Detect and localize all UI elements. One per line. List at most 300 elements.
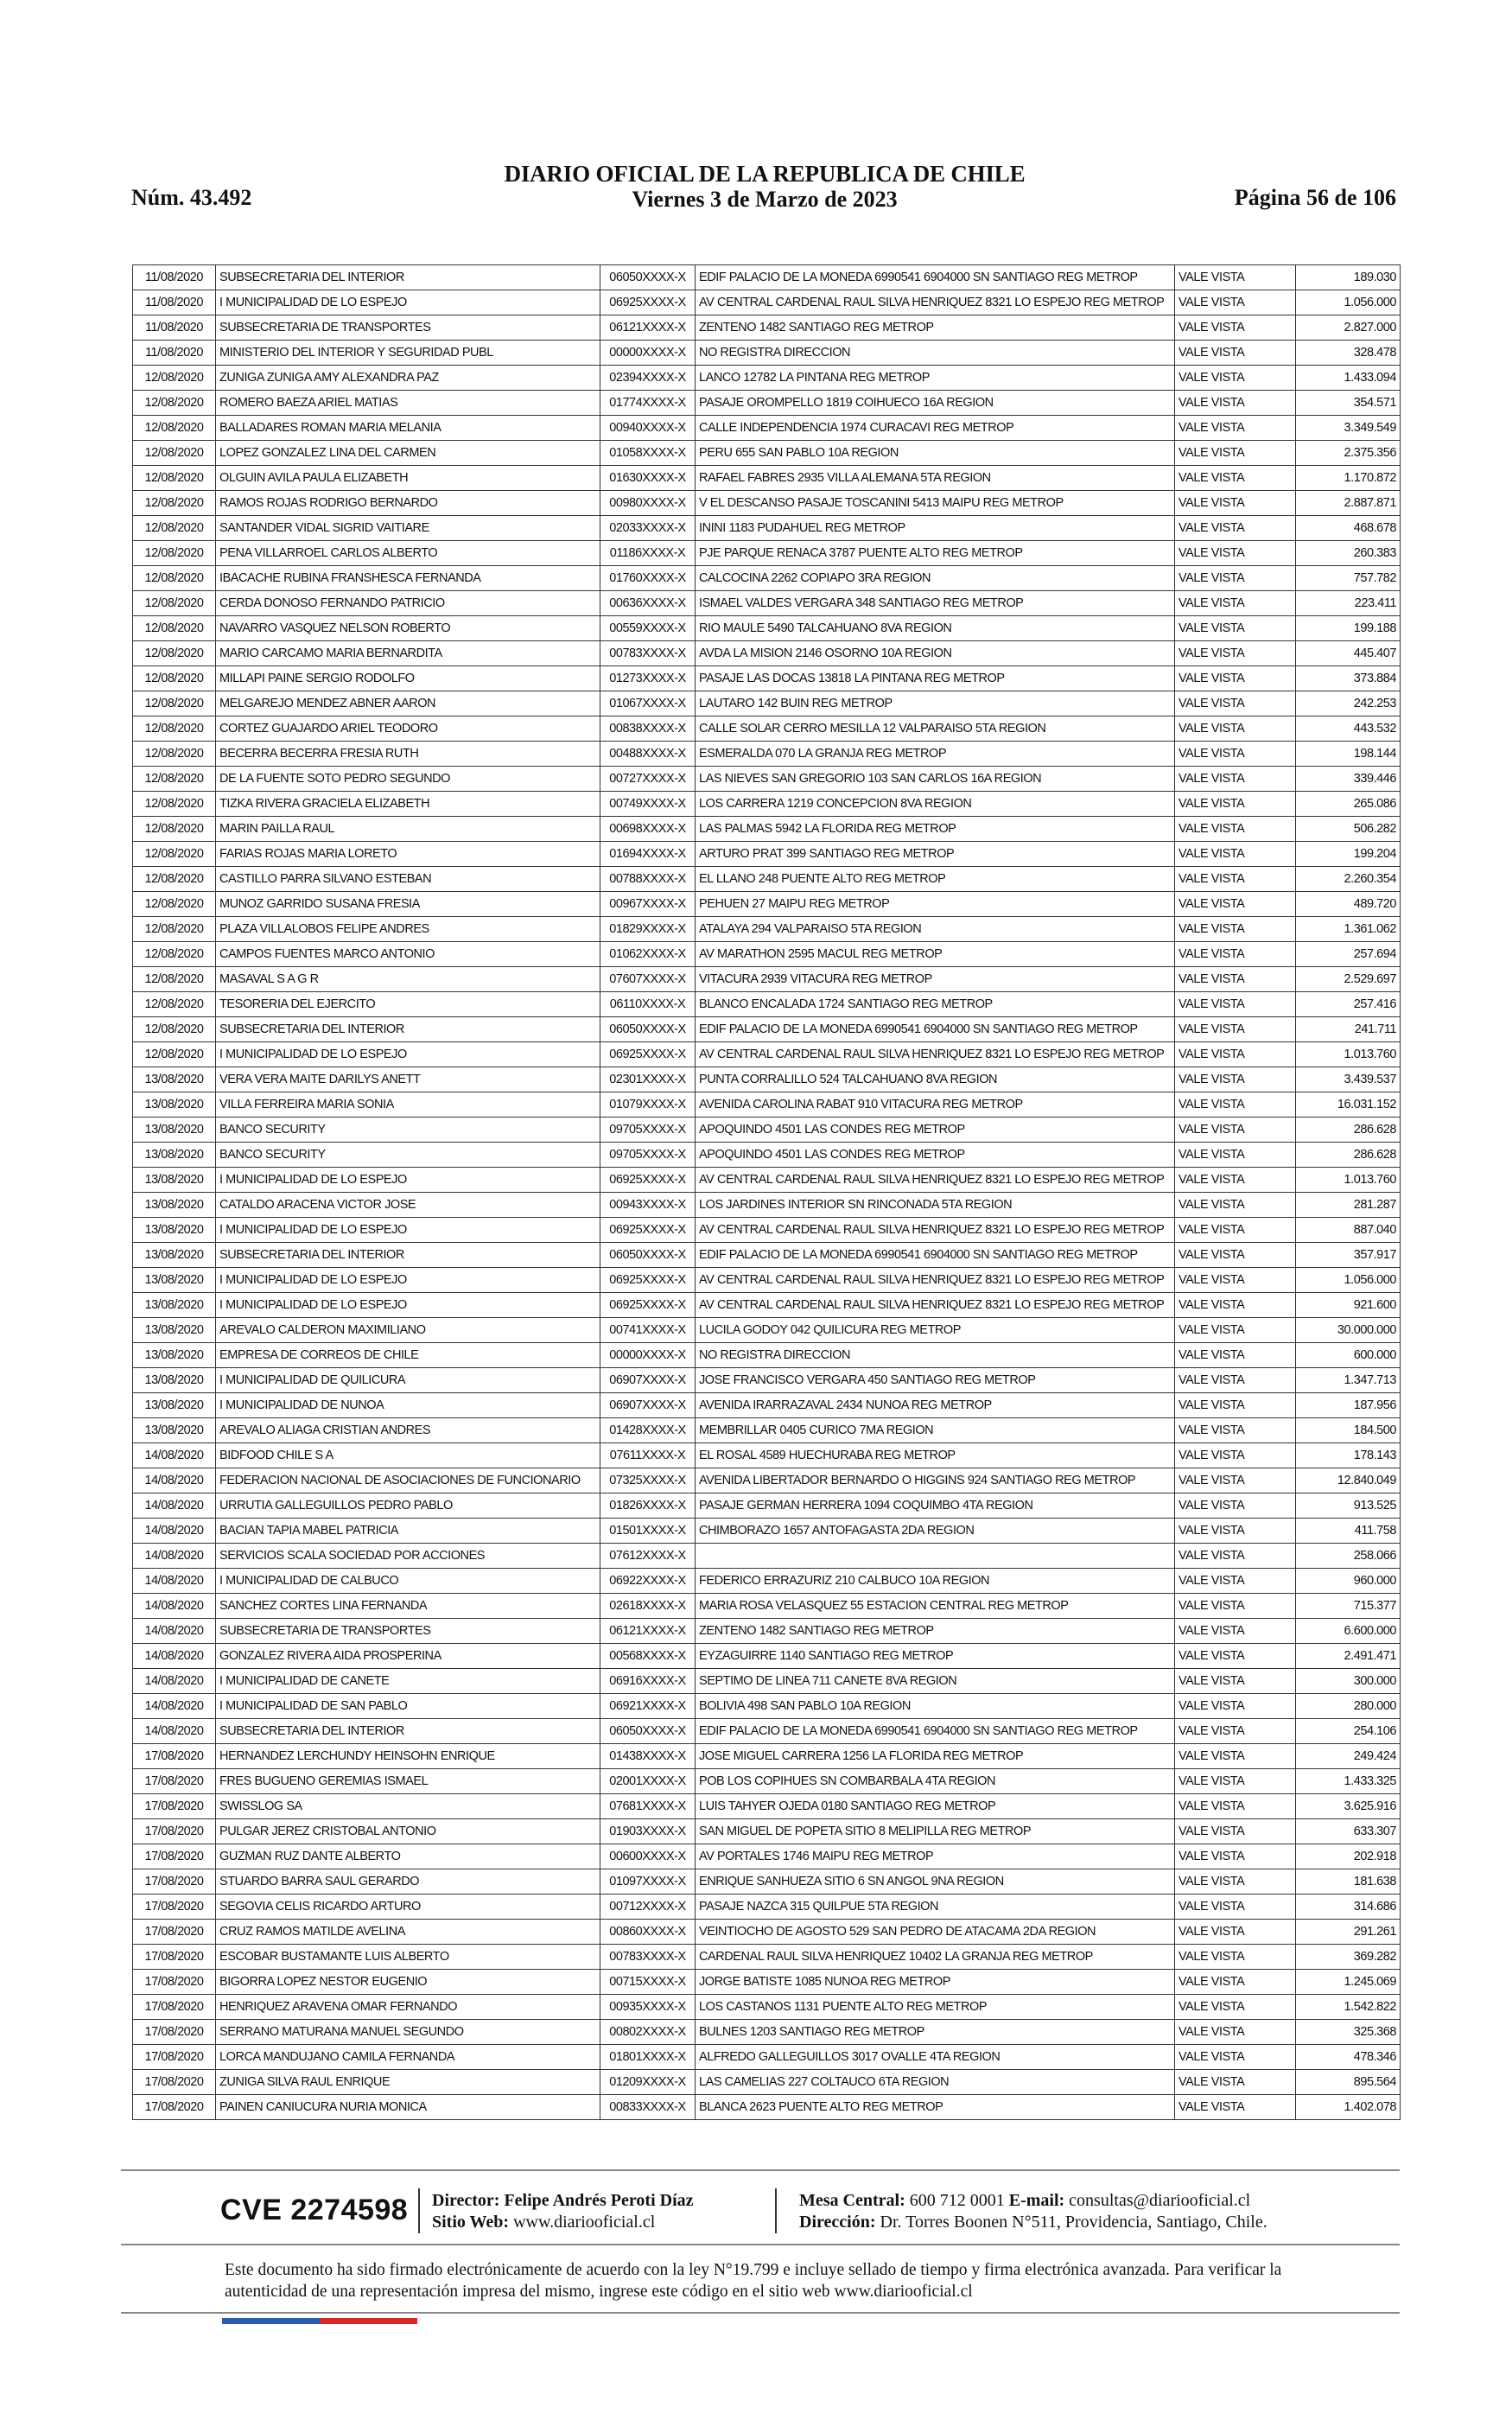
- row-rut: 00000XXXX-X: [600, 1343, 696, 1368]
- row-date: 14/08/2020: [133, 1544, 216, 1569]
- row-beneficiary: I MUNICIPALIDAD DE LO ESPEJO: [216, 290, 600, 315]
- row-address: LUCILA GODOY 042 QUILICURA REG METROP: [696, 1318, 1175, 1343]
- row-rut: 00000XXXX-X: [600, 341, 696, 366]
- row-date: 11/08/2020: [133, 315, 216, 341]
- row-payment-type: VALE VISTA: [1175, 491, 1296, 516]
- row-date: 12/08/2020: [133, 441, 216, 466]
- table-row: [133, 466, 1401, 491]
- row-amount: 478.346: [1296, 2045, 1401, 2070]
- row-amount: 178.143: [1296, 1443, 1401, 1468]
- table-row: [133, 867, 1401, 892]
- table-row: [133, 1694, 1401, 1719]
- row-payment-type: VALE VISTA: [1175, 992, 1296, 1017]
- flag-red-stripe: [319, 2318, 417, 2324]
- row-payment-type: VALE VISTA: [1175, 792, 1296, 817]
- row-payment-type: VALE VISTA: [1175, 341, 1296, 366]
- row-beneficiary: I MUNICIPALIDAD DE LO ESPEJO: [216, 1042, 600, 1067]
- row-amount: 468.678: [1296, 516, 1401, 541]
- row-address: POB LOS COPIHUES SN COMBARBALA 4TA REGION: [696, 1769, 1175, 1794]
- row-amount: 960.000: [1296, 1569, 1401, 1594]
- table-row: [133, 391, 1401, 416]
- row-payment-type: VALE VISTA: [1175, 1118, 1296, 1143]
- row-beneficiary: BIDFOOD CHILE S A: [216, 1443, 600, 1468]
- row-beneficiary: TESORERIA DEL EJERCITO: [216, 992, 600, 1017]
- row-amount: 1.433.094: [1296, 366, 1401, 391]
- table-row: [133, 366, 1401, 391]
- row-rut: 00802XXXX-X: [600, 2020, 696, 2045]
- row-payment-type: VALE VISTA: [1175, 767, 1296, 792]
- row-rut: 00488XXXX-X: [600, 742, 696, 767]
- row-payment-type: VALE VISTA: [1175, 1669, 1296, 1694]
- row-date: 17/08/2020: [133, 2045, 216, 2070]
- row-date: 12/08/2020: [133, 491, 216, 516]
- table-row: [133, 1193, 1401, 1218]
- table-row: [133, 1393, 1401, 1418]
- row-date: 12/08/2020: [133, 416, 216, 441]
- row-amount: 184.500: [1296, 1418, 1401, 1443]
- row-amount: 291.261: [1296, 1920, 1401, 1945]
- row-amount: 2.887.871: [1296, 491, 1401, 516]
- payments-table: [132, 264, 1401, 2120]
- row-rut: 01630XXXX-X: [600, 466, 696, 491]
- row-payment-type: VALE VISTA: [1175, 1318, 1296, 1343]
- row-address: CHIMBORAZO 1657 ANTOFAGASTA 2DA REGION: [696, 1519, 1175, 1544]
- row-rut: 07611XXXX-X: [600, 1443, 696, 1468]
- row-payment-type: VALE VISTA: [1175, 1519, 1296, 1544]
- row-beneficiary: VILLA FERREIRA MARIA SONIA: [216, 1092, 600, 1118]
- table-row: [133, 1794, 1401, 1819]
- row-beneficiary: PAINEN CANIUCURA NURIA MONICA: [216, 2095, 600, 2120]
- table-row: [133, 1268, 1401, 1293]
- row-address: LOS CASTANOS 1131 PUENTE ALTO REG METROP: [696, 1995, 1175, 2020]
- row-address: SAN MIGUEL DE POPETA SITIO 8 MELIPILLA REG METROP: [696, 1819, 1175, 1844]
- row-beneficiary: I MUNICIPALIDAD DE LO ESPEJO: [216, 1218, 600, 1243]
- row-payment-type: VALE VISTA: [1175, 1042, 1296, 1067]
- row-payment-type: VALE VISTA: [1175, 1844, 1296, 1869]
- table-row: [133, 842, 1401, 867]
- row-rut: 06925XXXX-X: [600, 1042, 696, 1067]
- table-row: [133, 315, 1401, 341]
- row-payment-type: VALE VISTA: [1175, 1619, 1296, 1644]
- row-beneficiary: ROMERO BAEZA ARIEL MATIAS: [216, 391, 600, 416]
- table-row: [133, 265, 1401, 290]
- row-address: RAFAEL FABRES 2935 VILLA ALEMANA 5TA REGION: [696, 466, 1175, 491]
- row-amount: 2.827.000: [1296, 315, 1401, 341]
- table-row: [133, 1644, 1401, 1669]
- row-payment-type: VALE VISTA: [1175, 867, 1296, 892]
- table-row: [133, 992, 1401, 1017]
- row-address: PUNTA CORRALILLO 524 TALCAHUANO 8VA REGION: [696, 1067, 1175, 1092]
- row-date: 11/08/2020: [133, 265, 216, 290]
- masthead: [130, 161, 1400, 213]
- row-date: 17/08/2020: [133, 2070, 216, 2095]
- row-amount: 757.782: [1296, 566, 1401, 591]
- row-beneficiary: SEGOVIA CELIS RICARDO ARTURO: [216, 1895, 600, 1920]
- table-row: [133, 1092, 1401, 1118]
- row-payment-type: VALE VISTA: [1175, 1268, 1296, 1293]
- row-rut: 00749XXXX-X: [600, 792, 696, 817]
- table-row: [133, 1042, 1401, 1067]
- row-payment-type: VALE VISTA: [1175, 466, 1296, 491]
- row-beneficiary: MINISTERIO DEL INTERIOR Y SEGURIDAD PUBL: [216, 341, 600, 366]
- row-payment-type: VALE VISTA: [1175, 967, 1296, 992]
- page-number: Página 56 de 106: [1234, 185, 1396, 210]
- row-beneficiary: ZUNIGA ZUNIGA AMY ALEXANDRA PAZ: [216, 366, 600, 391]
- row-date: 12/08/2020: [133, 366, 216, 391]
- row-date: 12/08/2020: [133, 466, 216, 491]
- row-rut: 01694XXXX-X: [600, 842, 696, 867]
- table-row: [133, 742, 1401, 767]
- table-row: [133, 1468, 1401, 1493]
- row-beneficiary: CERDA DONOSO FERNANDO PATRICIO: [216, 591, 600, 616]
- row-amount: 265.086: [1296, 792, 1401, 817]
- row-amount: 357.917: [1296, 1243, 1401, 1268]
- row-beneficiary: OLGUIN AVILA PAULA ELIZABETH: [216, 466, 600, 491]
- masthead-title: DIARIO OFICIAL DE LA REPUBLICA DE CHILE: [504, 161, 1026, 187]
- row-beneficiary: I MUNICIPALIDAD DE CANETE: [216, 1669, 600, 1694]
- row-address: MEMBRILLAR 0405 CURICO 7MA REGION: [696, 1418, 1175, 1443]
- row-payment-type: VALE VISTA: [1175, 2095, 1296, 2120]
- row-address: ENRIQUE SANHUEZA SITIO 6 SN ANGOL 9NA REGION: [696, 1869, 1175, 1895]
- row-rut: 07681XXXX-X: [600, 1794, 696, 1819]
- row-date: 13/08/2020: [133, 1193, 216, 1218]
- row-beneficiary: BANCO SECURITY: [216, 1143, 600, 1168]
- row-rut: 02618XXXX-X: [600, 1594, 696, 1619]
- row-rut: 00712XXXX-X: [600, 1895, 696, 1920]
- table-row: [133, 1343, 1401, 1368]
- row-rut: 00698XXXX-X: [600, 817, 696, 842]
- row-amount: 314.686: [1296, 1895, 1401, 1920]
- row-rut: 01826XXXX-X: [600, 1493, 696, 1519]
- row-rut: 02301XXXX-X: [600, 1067, 696, 1092]
- table-row: [133, 290, 1401, 315]
- row-address: CALLE INDEPENDENCIA 1974 CURACAVI REG METROP: [696, 416, 1175, 441]
- row-payment-type: VALE VISTA: [1175, 616, 1296, 641]
- row-date: 12/08/2020: [133, 516, 216, 541]
- row-address: VEINTIOCHO DE AGOSTO 529 SAN PEDRO DE ATACAMA 2DA REGION: [696, 1920, 1175, 1945]
- row-payment-type: VALE VISTA: [1175, 1719, 1296, 1744]
- row-payment-type: VALE VISTA: [1175, 1493, 1296, 1519]
- row-amount: 16.031.152: [1296, 1092, 1401, 1118]
- row-amount: 913.525: [1296, 1493, 1401, 1519]
- flag-blue-stripe: [222, 2318, 319, 2324]
- row-rut: 01186XXXX-X: [600, 541, 696, 566]
- row-address: PASAJE NAZCA 315 QUILPUE 5TA REGION: [696, 1895, 1175, 1920]
- row-date: 14/08/2020: [133, 1619, 216, 1644]
- row-beneficiary: I MUNICIPALIDAD DE CALBUCO: [216, 1569, 600, 1594]
- row-date: 14/08/2020: [133, 1694, 216, 1719]
- email-link[interactable]: consultas@diariooficial.cl: [1069, 2191, 1251, 2210]
- row-amount: 325.368: [1296, 2020, 1401, 2045]
- row-amount: 199.188: [1296, 616, 1401, 641]
- row-amount: 30.000.000: [1296, 1318, 1401, 1343]
- payments-table-body: [133, 265, 1401, 2120]
- row-beneficiary: SERRANO MATURANA MANUEL SEGUNDO: [216, 2020, 600, 2045]
- table-row: [133, 1017, 1401, 1042]
- row-payment-type: VALE VISTA: [1175, 441, 1296, 466]
- row-payment-type: VALE VISTA: [1175, 1468, 1296, 1493]
- row-date: 14/08/2020: [133, 1468, 216, 1493]
- row-rut: 06922XXXX-X: [600, 1569, 696, 1594]
- row-beneficiary: BALLADARES ROMAN MARIA MELANIA: [216, 416, 600, 441]
- row-beneficiary: SERVICIOS SCALA SOCIEDAD POR ACCIONES: [216, 1544, 600, 1569]
- row-rut: 01903XXXX-X: [600, 1819, 696, 1844]
- row-payment-type: VALE VISTA: [1175, 1418, 1296, 1443]
- address-label: Dirección:: [799, 2213, 876, 2232]
- row-date: 12/08/2020: [133, 817, 216, 842]
- row-rut: 00741XXXX-X: [600, 1318, 696, 1343]
- row-date: 12/08/2020: [133, 391, 216, 416]
- row-amount: 1.402.078: [1296, 2095, 1401, 2120]
- row-date: 14/08/2020: [133, 1443, 216, 1468]
- row-rut: 09705XXXX-X: [600, 1118, 696, 1143]
- row-address: MARIA ROSA VELASQUEZ 55 ESTACION CENTRAL REG METROP: [696, 1594, 1175, 1619]
- row-address: AV CENTRAL CARDENAL RAUL SILVA HENRIQUEZ 8321 LO ESPEJO REG METROP: [696, 1042, 1175, 1067]
- row-rut: 00935XXXX-X: [600, 1995, 696, 2020]
- row-amount: 181.638: [1296, 1869, 1401, 1895]
- row-payment-type: VALE VISTA: [1175, 391, 1296, 416]
- row-payment-type: VALE VISTA: [1175, 1769, 1296, 1794]
- table-row: [133, 942, 1401, 967]
- row-payment-type: VALE VISTA: [1175, 1920, 1296, 1945]
- table-row: [133, 1443, 1401, 1468]
- row-payment-type: VALE VISTA: [1175, 942, 1296, 967]
- row-rut: 06925XXXX-X: [600, 1218, 696, 1243]
- footer-top-rule: [121, 2169, 1400, 2171]
- table-row: [133, 2070, 1401, 2095]
- row-address: PERU 655 SAN PABLO 10A REGION: [696, 441, 1175, 466]
- row-payment-type: VALE VISTA: [1175, 1368, 1296, 1393]
- row-address: ARTURO PRAT 399 SANTIAGO REG METROP: [696, 842, 1175, 867]
- row-beneficiary: HENRIQUEZ ARAVENA OMAR FERNANDO: [216, 1995, 600, 2020]
- table-row: [133, 1619, 1401, 1644]
- row-beneficiary: FRES BUGUENO GEREMIAS ISMAEL: [216, 1769, 600, 1794]
- row-rut: 01760XXXX-X: [600, 566, 696, 591]
- row-date: 17/08/2020: [133, 2095, 216, 2120]
- row-address: AV CENTRAL CARDENAL RAUL SILVA HENRIQUEZ 8321 LO ESPEJO REG METROP: [696, 1293, 1175, 1318]
- table-row: [133, 792, 1401, 817]
- row-amount: 1.056.000: [1296, 290, 1401, 315]
- row-amount: 3.439.537: [1296, 1067, 1401, 1092]
- row-amount: 254.106: [1296, 1719, 1401, 1744]
- row-beneficiary: RAMOS ROJAS RODRIGO BERNARDO: [216, 491, 600, 516]
- table-row: [133, 817, 1401, 842]
- table-row: [133, 1945, 1401, 1970]
- row-payment-type: VALE VISTA: [1175, 817, 1296, 842]
- row-date: 12/08/2020: [133, 767, 216, 792]
- row-rut: 01438XXXX-X: [600, 1744, 696, 1769]
- row-payment-type: VALE VISTA: [1175, 1443, 1296, 1468]
- row-date: 17/08/2020: [133, 1819, 216, 1844]
- row-amount: 257.416: [1296, 992, 1401, 1017]
- row-date: 13/08/2020: [133, 1418, 216, 1443]
- row-payment-type: VALE VISTA: [1175, 1293, 1296, 1318]
- footer-divider: [775, 2188, 777, 2233]
- row-payment-type: VALE VISTA: [1175, 1067, 1296, 1092]
- site-link[interactable]: www.diariooficial.cl: [513, 2213, 656, 2232]
- row-payment-type: VALE VISTA: [1175, 2070, 1296, 2095]
- table-row: [133, 1719, 1401, 1744]
- row-date: 13/08/2020: [133, 1393, 216, 1418]
- row-payment-type: VALE VISTA: [1175, 1744, 1296, 1769]
- row-payment-type: VALE VISTA: [1175, 265, 1296, 290]
- row-date: 17/08/2020: [133, 1794, 216, 1819]
- row-payment-type: VALE VISTA: [1175, 1193, 1296, 1218]
- row-amount: 258.066: [1296, 1544, 1401, 1569]
- row-address: BULNES 1203 SANTIAGO REG METROP: [696, 2020, 1175, 2045]
- row-amount: 241.711: [1296, 1017, 1401, 1042]
- row-address: LOS CARRERA 1219 CONCEPCION 8VA REGION: [696, 792, 1175, 817]
- row-date: 12/08/2020: [133, 541, 216, 566]
- row-payment-type: VALE VISTA: [1175, 917, 1296, 942]
- row-address: ZENTENO 1482 SANTIAGO REG METROP: [696, 1619, 1175, 1644]
- row-beneficiary: SUBSECRETARIA DEL INTERIOR: [216, 1243, 600, 1268]
- row-amount: 1.245.069: [1296, 1970, 1401, 1995]
- table-row: [133, 641, 1401, 666]
- row-payment-type: VALE VISTA: [1175, 366, 1296, 391]
- table-row: [133, 1869, 1401, 1895]
- row-address: EDIF PALACIO DE LA MONEDA 6990541 6904000 SN SANTIAGO REG METROP: [696, 1243, 1175, 1268]
- row-date: 12/08/2020: [133, 792, 216, 817]
- table-row: [133, 1519, 1401, 1544]
- row-address: [696, 1544, 1175, 1569]
- table-row: [133, 666, 1401, 691]
- mesa-label: Mesa Central:: [799, 2191, 905, 2210]
- row-payment-type: VALE VISTA: [1175, 2045, 1296, 2070]
- row-rut: 01829XXXX-X: [600, 917, 696, 942]
- row-beneficiary: SUBSECRETARIA DEL INTERIOR: [216, 1017, 600, 1042]
- row-amount: 286.628: [1296, 1118, 1401, 1143]
- row-date: 12/08/2020: [133, 666, 216, 691]
- table-row: [133, 1168, 1401, 1193]
- cve-code: CVE 2274598: [220, 2194, 409, 2226]
- row-beneficiary: MARIN PAILLA RAUL: [216, 817, 600, 842]
- row-beneficiary: ESCOBAR BUSTAMANTE LUIS ALBERTO: [216, 1945, 600, 1970]
- director-label: Director: Felipe Andrés Peroti Díaz: [432, 2191, 694, 2210]
- row-address: EDIF PALACIO DE LA MONEDA 6990541 6904000 SN SANTIAGO REG METROP: [696, 1719, 1175, 1744]
- table-row: [133, 1418, 1401, 1443]
- row-beneficiary: AREVALO CALDERON MAXIMILIANO: [216, 1318, 600, 1343]
- row-address: EYZAGUIRRE 1140 SANTIAGO REG METROP: [696, 1644, 1175, 1669]
- row-amount: 715.377: [1296, 1594, 1401, 1619]
- row-date: 13/08/2020: [133, 1268, 216, 1293]
- row-beneficiary: GUZMAN RUZ DANTE ALBERTO: [216, 1844, 600, 1869]
- row-address: PASAJE LAS DOCAS 13818 LA PINTANA REG METROP: [696, 666, 1175, 691]
- table-row: [133, 1218, 1401, 1243]
- row-amount: 600.000: [1296, 1343, 1401, 1368]
- row-payment-type: VALE VISTA: [1175, 591, 1296, 616]
- table-row: [133, 1318, 1401, 1343]
- row-rut: 01062XXXX-X: [600, 942, 696, 967]
- row-beneficiary: SUBSECRETARIA DEL INTERIOR: [216, 265, 600, 290]
- row-payment-type: VALE VISTA: [1175, 1569, 1296, 1594]
- row-rut: 01067XXXX-X: [600, 691, 696, 716]
- row-amount: 242.253: [1296, 691, 1401, 716]
- mesa-phone: 600 712 0001: [909, 2191, 1005, 2210]
- row-date: 11/08/2020: [133, 341, 216, 366]
- row-beneficiary: HERNANDEZ LERCHUNDY HEINSOHN ENRIQUE: [216, 1744, 600, 1769]
- row-address: AV CENTRAL CARDENAL RAUL SILVA HENRIQUEZ 8321 LO ESPEJO REG METROP: [696, 1218, 1175, 1243]
- footer-middle-rule: [121, 2244, 1400, 2245]
- table-row: [133, 1970, 1401, 1995]
- table-row: [133, 1895, 1401, 1920]
- row-rut: 00967XXXX-X: [600, 892, 696, 917]
- row-address: AV CENTRAL CARDENAL RAUL SILVA HENRIQUEZ 8321 LO ESPEJO REG METROP: [696, 1268, 1175, 1293]
- row-rut: 00715XXXX-X: [600, 1970, 696, 1995]
- row-rut: 06925XXXX-X: [600, 1268, 696, 1293]
- row-beneficiary: CAMPOS FUENTES MARCO ANTONIO: [216, 942, 600, 967]
- table-row: [133, 1118, 1401, 1143]
- row-date: 12/08/2020: [133, 967, 216, 992]
- row-address: BLANCA 2623 PUENTE ALTO REG METROP: [696, 2095, 1175, 2120]
- row-rut: 01058XXXX-X: [600, 441, 696, 466]
- row-rut: 06925XXXX-X: [600, 1168, 696, 1193]
- table-row: [133, 917, 1401, 942]
- table-row: [133, 1293, 1401, 1318]
- row-amount: 187.956: [1296, 1393, 1401, 1418]
- row-payment-type: VALE VISTA: [1175, 742, 1296, 767]
- row-address: V EL DESCANSO PASAJE TOSCANINI 5413 MAIPU REG METROP: [696, 491, 1175, 516]
- row-amount: 189.030: [1296, 265, 1401, 290]
- row-address: LUIS TAHYER OJEDA 0180 SANTIAGO REG METROP: [696, 1794, 1175, 1819]
- site-label: Sitio Web:: [432, 2213, 510, 2232]
- masthead-date: Viernes 3 de Marzo de 2023: [632, 187, 898, 212]
- row-payment-type: VALE VISTA: [1175, 1895, 1296, 1920]
- row-date: 12/08/2020: [133, 892, 216, 917]
- row-payment-type: VALE VISTA: [1175, 416, 1296, 441]
- row-amount: 1.056.000: [1296, 1268, 1401, 1293]
- row-amount: 1.542.822: [1296, 1995, 1401, 2020]
- row-address: LOS JARDINES INTERIOR SN RINCONADA 5TA REGION: [696, 1193, 1175, 1218]
- row-rut: 01501XXXX-X: [600, 1519, 696, 1544]
- row-payment-type: VALE VISTA: [1175, 892, 1296, 917]
- row-rut: 07607XXXX-X: [600, 967, 696, 992]
- row-amount: 1.433.325: [1296, 1769, 1401, 1794]
- row-amount: 300.000: [1296, 1669, 1401, 1694]
- row-rut: 06921XXXX-X: [600, 1694, 696, 1719]
- row-date: 12/08/2020: [133, 867, 216, 892]
- row-rut: 01801XXXX-X: [600, 2045, 696, 2070]
- row-date: 12/08/2020: [133, 691, 216, 716]
- row-address: NO REGISTRA DIRECCION: [696, 1343, 1175, 1368]
- row-date: 17/08/2020: [133, 1744, 216, 1769]
- table-row: [133, 2020, 1401, 2045]
- row-payment-type: VALE VISTA: [1175, 1869, 1296, 1895]
- row-amount: 445.407: [1296, 641, 1401, 666]
- row-address: PJE PARQUE RENACA 3787 PUENTE ALTO REG METROP: [696, 541, 1175, 566]
- row-rut: 00788XXXX-X: [600, 867, 696, 892]
- row-rut: 06050XXXX-X: [600, 1243, 696, 1268]
- row-beneficiary: EMPRESA DE CORREOS DE CHILE: [216, 1343, 600, 1368]
- table-row: [133, 1844, 1401, 1869]
- row-beneficiary: I MUNICIPALIDAD DE LO ESPEJO: [216, 1268, 600, 1293]
- table-row: [133, 1243, 1401, 1268]
- row-amount: 921.600: [1296, 1293, 1401, 1318]
- row-payment-type: VALE VISTA: [1175, 516, 1296, 541]
- row-date: 12/08/2020: [133, 842, 216, 867]
- row-beneficiary: NAVARRO VASQUEZ NELSON ROBERTO: [216, 616, 600, 641]
- row-beneficiary: I MUNICIPALIDAD DE SAN PABLO: [216, 1694, 600, 1719]
- row-address: ININI 1183 PUDAHUEL REG METROP: [696, 516, 1175, 541]
- row-beneficiary: STUARDO BARRA SAUL GERARDO: [216, 1869, 600, 1895]
- row-payment-type: VALE VISTA: [1175, 1694, 1296, 1719]
- row-beneficiary: IBACACHE RUBINA FRANSHESCA FERNANDA: [216, 566, 600, 591]
- row-address: VITACURA 2939 VITACURA REG METROP: [696, 967, 1175, 992]
- row-payment-type: VALE VISTA: [1175, 1393, 1296, 1418]
- row-beneficiary: BACIAN TAPIA MABEL PATRICIA: [216, 1519, 600, 1544]
- row-amount: 328.478: [1296, 341, 1401, 366]
- row-address: AVDA LA MISION 2146 OSORNO 10A REGION: [696, 641, 1175, 666]
